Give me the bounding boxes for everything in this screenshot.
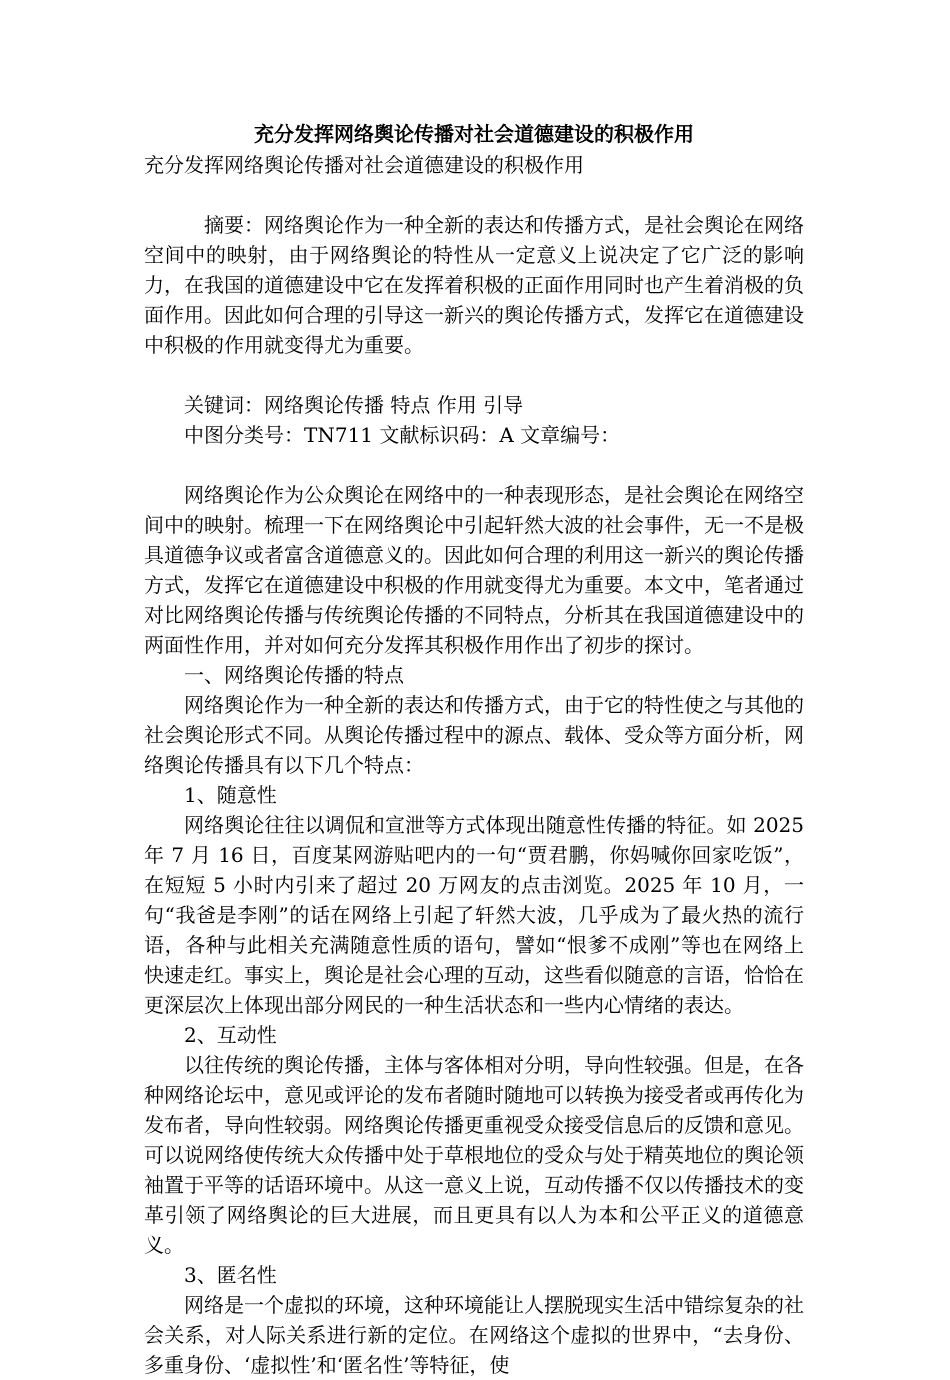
intro-paragraph: 网络舆论作为公众舆论在网络中的一种表现形态，是社会舆论在网络空间中的映射。梳理一下在网络舆论中引起轩然大波的社会事件，无一不是极具道德争议或者富含道德意义的。因此如何合理的利用这一新兴的舆论传播方式，发挥它在道德建设中积极的作用就变得尤为重要。本文中，笔者通过对比网络舆论传播与传统舆论传播的不同特点，分析其在我国道德建设中的两面性作用，并对如何充分发挥其积极作用作出了初步的探讨。	[144, 483, 804, 657]
spacer	[144, 180, 804, 210]
section-paragraph: 网络舆论作为一种全新的表达和传播方式，由于它的特性使之与其他的社会舆论形式不同。从舆论传播过程中的源点、载体、受众等方面分析，网络舆论传播具有以下几个特点：	[144, 693, 804, 777]
point-paragraph-randomness: 网络舆论往往以调侃和宣泄等方式体现出随意性传播的特征。如 2025 年 7 月 16 日，百度某网游贴吧内的一句“贾君鹏，你妈喊你回家吃饭”，在短短 5 小时内引来了超过 20 万网友的点击浏览。2025 年 10 月，一句“我爸是李刚”的话在网络上引起了轩然大波，几乎成为了最火热的流行语，各种与此相关充满随意性质的语句，譬如“恨爹不成刚”等也在网络上快速走红。事实上，舆论是社会心理的互动，这些看似随意的言语，恰恰在更深层次上体现出部分网民的一种生活状态和一些内心情绪的表达。	[144, 813, 804, 1017]
document-subtitle: 充分发挥网络舆论传播对社会道德建设的积极作用	[144, 153, 584, 177]
abstract-paragraph: 摘要：网络舆论作为一种全新的表达和传播方式，是社会舆论在网络空间中的映射，由于网络舆论的特性从一定意义上说决定了它广泛的影响力，在我国的道德建设中它在发挥着积极的正面作用同时也产生着消极的负面作用。因此如何合理的引导这一新兴的舆论传播方式，发挥它在道德建设中积极的作用就变得尤为重要。	[144, 213, 804, 357]
point-paragraph-interactivity: 以往传统的舆论传播，主体与客体相对分明，导向性较强。但是，在各种网络论坛中，意见或评论的发布者随时随地可以转换为接受者或再传化为发布者，导向性较弱。网络舆论传播更重视受众接受信息后的反馈和意见。可以说网络使传统大众传播中处于草根地位的受众与处于精英地位的舆论领袖置于平等的话语环境中。从这一意义上说，互动传播不仅以传播技术的变革引领了网络舆论的巨大进展，而且更具有以人为本和公平正义的道德意义。	[144, 1053, 804, 1257]
document-page	[144, 118, 804, 1380]
spacer	[144, 450, 804, 480]
spacer	[144, 360, 804, 390]
classification-line: 中图分类号：TN711 文献标识码：A 文章编号：	[184, 423, 621, 447]
document-title: 充分发挥网络舆论传播对社会道德建设的积极作用	[254, 122, 694, 146]
point-heading-randomness: 1、随意性	[184, 783, 277, 807]
point-paragraph-anonymity: 网络是一个虚拟的环境，这种环境能让人摆脱现实生活中错综复杂的社会关系，对人际关系进行新的定位。在网络这个虚拟的世界中，“去身份、多重身份、‘虚拟性’和‘匿名性’等特征，使	[144, 1293, 804, 1377]
point-heading-anonymity: 3、匿名性	[184, 1263, 277, 1287]
keywords-line: 关键词：网络舆论传播 特点 作用 引导	[184, 393, 524, 417]
section-heading: 一、网络舆论传播的特点	[184, 663, 404, 687]
point-heading-interactivity: 2、互动性	[184, 1023, 277, 1047]
